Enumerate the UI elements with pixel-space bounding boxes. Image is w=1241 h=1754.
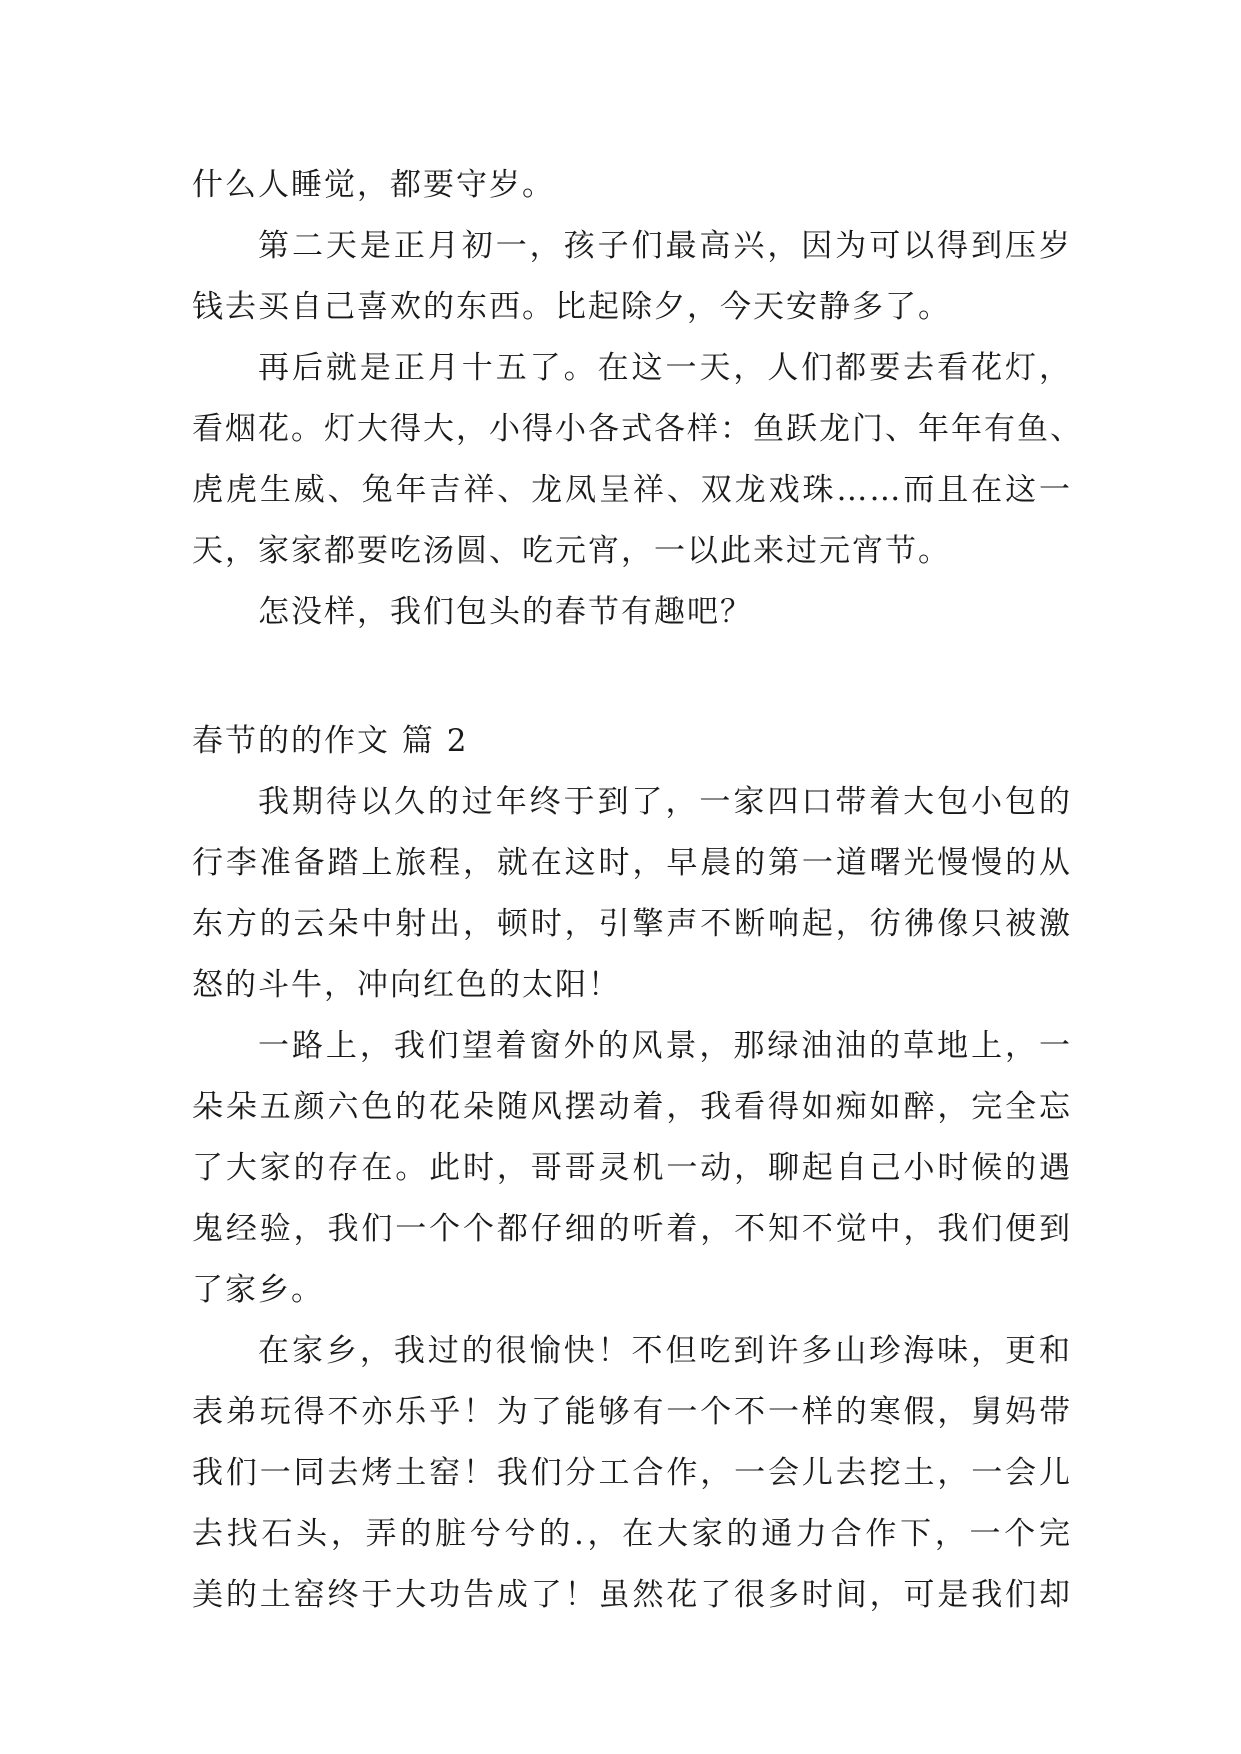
paragraph-start-line: 一路上，我们望着窗外的风景，那绿油油的草地上，一: [258, 1028, 1072, 1064]
document-page: [192, 155, 1083, 1626]
text-line: 了家乡。: [192, 1272, 324, 1308]
section-gap: [192, 643, 1072, 711]
text-line: 怒的斗牛，冲向红色的太阳！: [192, 967, 621, 1003]
text-line: 了大家的存在。此时，哥哥灵机一动，聊起自己小时候的遇: [192, 1150, 1072, 1186]
text-line: 虎虎生威、兔年吉祥、龙凤呈祥、双龙戏珠……而且在这一: [192, 472, 1072, 508]
paragraph-start-line: 我期待以久的过年终于到了，一家四口带着大包小包的: [258, 784, 1072, 820]
text-line: 美的土窑终于大功告成了！虽然花了很多时间，可是我们却: [192, 1577, 1072, 1613]
text-line: 什么人睡觉，都要守岁。: [192, 167, 555, 203]
text-line: 朵朵五颜六色的花朵随风摆动着，我看得如痴如醉，完全忘: [192, 1089, 1072, 1125]
paragraph-start-line: 怎没样，我们包头的春节有趣吧？: [258, 594, 753, 630]
text-line: 天，家家都要吃汤圆、吃元宵，一以此来过元宵节。: [192, 533, 951, 569]
text-line: 我们一同去烤土窑！我们分工合作，一会儿去挖土，一会儿: [192, 1455, 1072, 1491]
paragraph-start-line: 第二天是正月初一，孩子们最高兴，因为可以得到压岁: [258, 228, 1072, 264]
section-heading: 春节的的作文 篇 2: [192, 723, 469, 759]
text-line: 钱去买自己喜欢的东西。比起除夕，今天安静多了。: [192, 289, 951, 325]
text-line: 看烟花。灯大得大，小得小各式各样：鱼跃龙门、年年有鱼、: [192, 411, 1083, 447]
text-line: 东方的云朵中射出，顿时，引擎声不断响起，彷彿像只被激: [192, 906, 1072, 942]
paragraph-start-line: 再后就是正月十五了。在这一天，人们都要去看花灯，: [258, 350, 1072, 386]
text-line: 表弟玩得不亦乐乎！为了能够有一个不一样的寒假，舅妈带: [192, 1394, 1072, 1430]
text-line: 鬼经验，我们一个个都仔细的听着，不知不觉中，我们便到: [192, 1211, 1072, 1247]
text-line: 行李准备踏上旅程，就在这时，早晨的第一道曙光慢慢的从: [192, 845, 1072, 881]
text-line: 去找石头，弄的脏兮兮的.，在大家的通力合作下，一个完: [192, 1516, 1072, 1552]
paragraph-start-line: 在家乡，我过的很愉快！不但吃到许多山珍海味，更和: [258, 1333, 1072, 1369]
